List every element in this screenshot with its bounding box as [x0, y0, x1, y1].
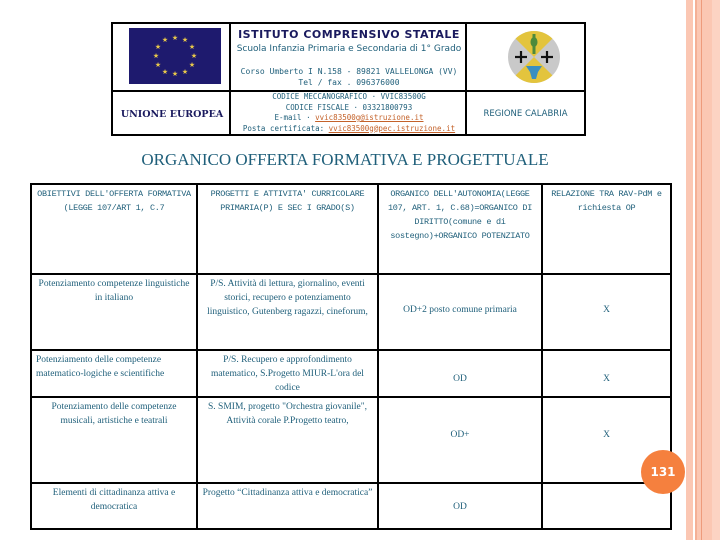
cell-organico: OD: [378, 350, 542, 397]
phone-line: Tel / fax . 096376000: [298, 78, 400, 87]
cell-progetti: P/S. Attività di lettura, giornalino, eventi storici, recupero e potenziamento linguistico, Gutenberg ragazzi, cineforum,: [197, 274, 378, 350]
cell-relazione: X: [542, 397, 671, 483]
cell-organico: OD+2 posto comune primaria: [378, 274, 542, 350]
eu-flag-icon: [129, 28, 221, 84]
cell-organico: OD: [378, 483, 542, 529]
svg-text:★: ★: [154, 43, 162, 51]
table-row: [31, 350, 671, 397]
svg-text:★: ★: [161, 68, 169, 76]
table-header-row: [31, 184, 671, 274]
svg-text:★: ★: [171, 34, 179, 42]
email-line: [232, 113, 466, 124]
cell-obiettivo: Potenziamento competenze linguistiche in italiano: [31, 274, 197, 350]
svg-text:★: ★: [181, 36, 189, 44]
page-title: ORGANICO OFFERTA FORMATIVA E PROGETTUALE: [141, 150, 549, 169]
cell-obiettivo: Potenziamento delle competenze musicali, artistiche e teatrali: [31, 397, 197, 483]
school-letterhead: [111, 22, 586, 136]
svg-text:★: ★: [171, 70, 179, 78]
codice-fiscale: CODICE FISCALE · 03321800793: [285, 102, 413, 112]
pec-label: Posta certificata:: [242, 123, 329, 133]
cell-obiettivo: Elementi di cittadinanza attiva e democratica: [31, 483, 197, 529]
pec-line: [232, 124, 466, 135]
email-label: E-mail ·: [274, 113, 316, 122]
school-address: [232, 66, 466, 88]
school-subtitle: Scuola Infanzia Primaria e Secondaria di 1° Grado: [236, 44, 462, 54]
header-obiettivi: OBIETTIVI DELL'OFFERTA FORMATIVA (LEGGE 107/ART 1, C.7: [31, 184, 197, 274]
pec-link[interactable]: vvic83500g@pec.istruzione.it: [328, 123, 456, 133]
codice-meccanografico: CODICE MECCANOGRAFICO · VVIC83500G: [272, 92, 426, 101]
svg-text:★: ★: [188, 43, 196, 51]
svg-text:★: ★: [161, 36, 169, 44]
cell-obiettivo: Potenziamento delle competenze matematico-logiche e scientifiche: [31, 350, 197, 397]
svg-text:★: ★: [152, 52, 160, 60]
school-name: ISTITUTO COMPRENSIVO STATALE: [238, 28, 460, 41]
header-progetti: PROGETTI E ATTIVITA' CURRICOLARE PRIMARIA(P) E SEC I GRADO(S): [197, 184, 378, 274]
cell-organico: OD+: [378, 397, 542, 483]
cell-relazione: X: [542, 274, 671, 350]
page-number-badge: 131: [641, 450, 685, 494]
cell-progetti: P/S. Recupero e approfondimento matematico, S.Progetto MIUR-L'ora del codice: [197, 350, 378, 397]
cell-progetti: Progetto “Cittadinanza attiva e democratica”: [197, 483, 378, 529]
svg-text:★: ★: [190, 52, 198, 60]
regione-calabria-label: REGIONE CALABRIA: [483, 109, 568, 119]
table-row: [31, 274, 671, 350]
svg-text:★: ★: [181, 68, 189, 76]
address-line: Corso Umberto I N.158 - 89821 VALLELONGA (VV): [240, 67, 458, 76]
table-row: [31, 483, 671, 529]
school-codes: [232, 92, 466, 134]
decorative-side-stripes: [686, 0, 720, 540]
cell-progetti: S. SMIM, progetto "Orchestra giovanile", Attività corale P.Progetto teatro,: [197, 397, 378, 483]
email-link[interactable]: vvic83500g@istruzione.it: [315, 113, 424, 122]
organico-table: [30, 183, 672, 530]
svg-text:★: ★: [154, 61, 162, 69]
header-organico: ORGANICO DELL'AUTONOMIA(LEGGE 107, ART. 1, C.68)=ORGANICO DI DIRITTO(comune e di sostegno)+ORGANICO POTENZIATO: [378, 184, 542, 274]
calabria-emblem-icon: [507, 30, 561, 84]
header-relazione: RELAZIONE TRA RAV-PdM e richiesta OP: [542, 184, 671, 274]
table-row: [31, 397, 671, 483]
unione-europea-label: UNIONE EUROPEA: [120, 108, 224, 120]
svg-text:★: ★: [188, 61, 196, 69]
cell-relazione: X: [542, 350, 671, 397]
